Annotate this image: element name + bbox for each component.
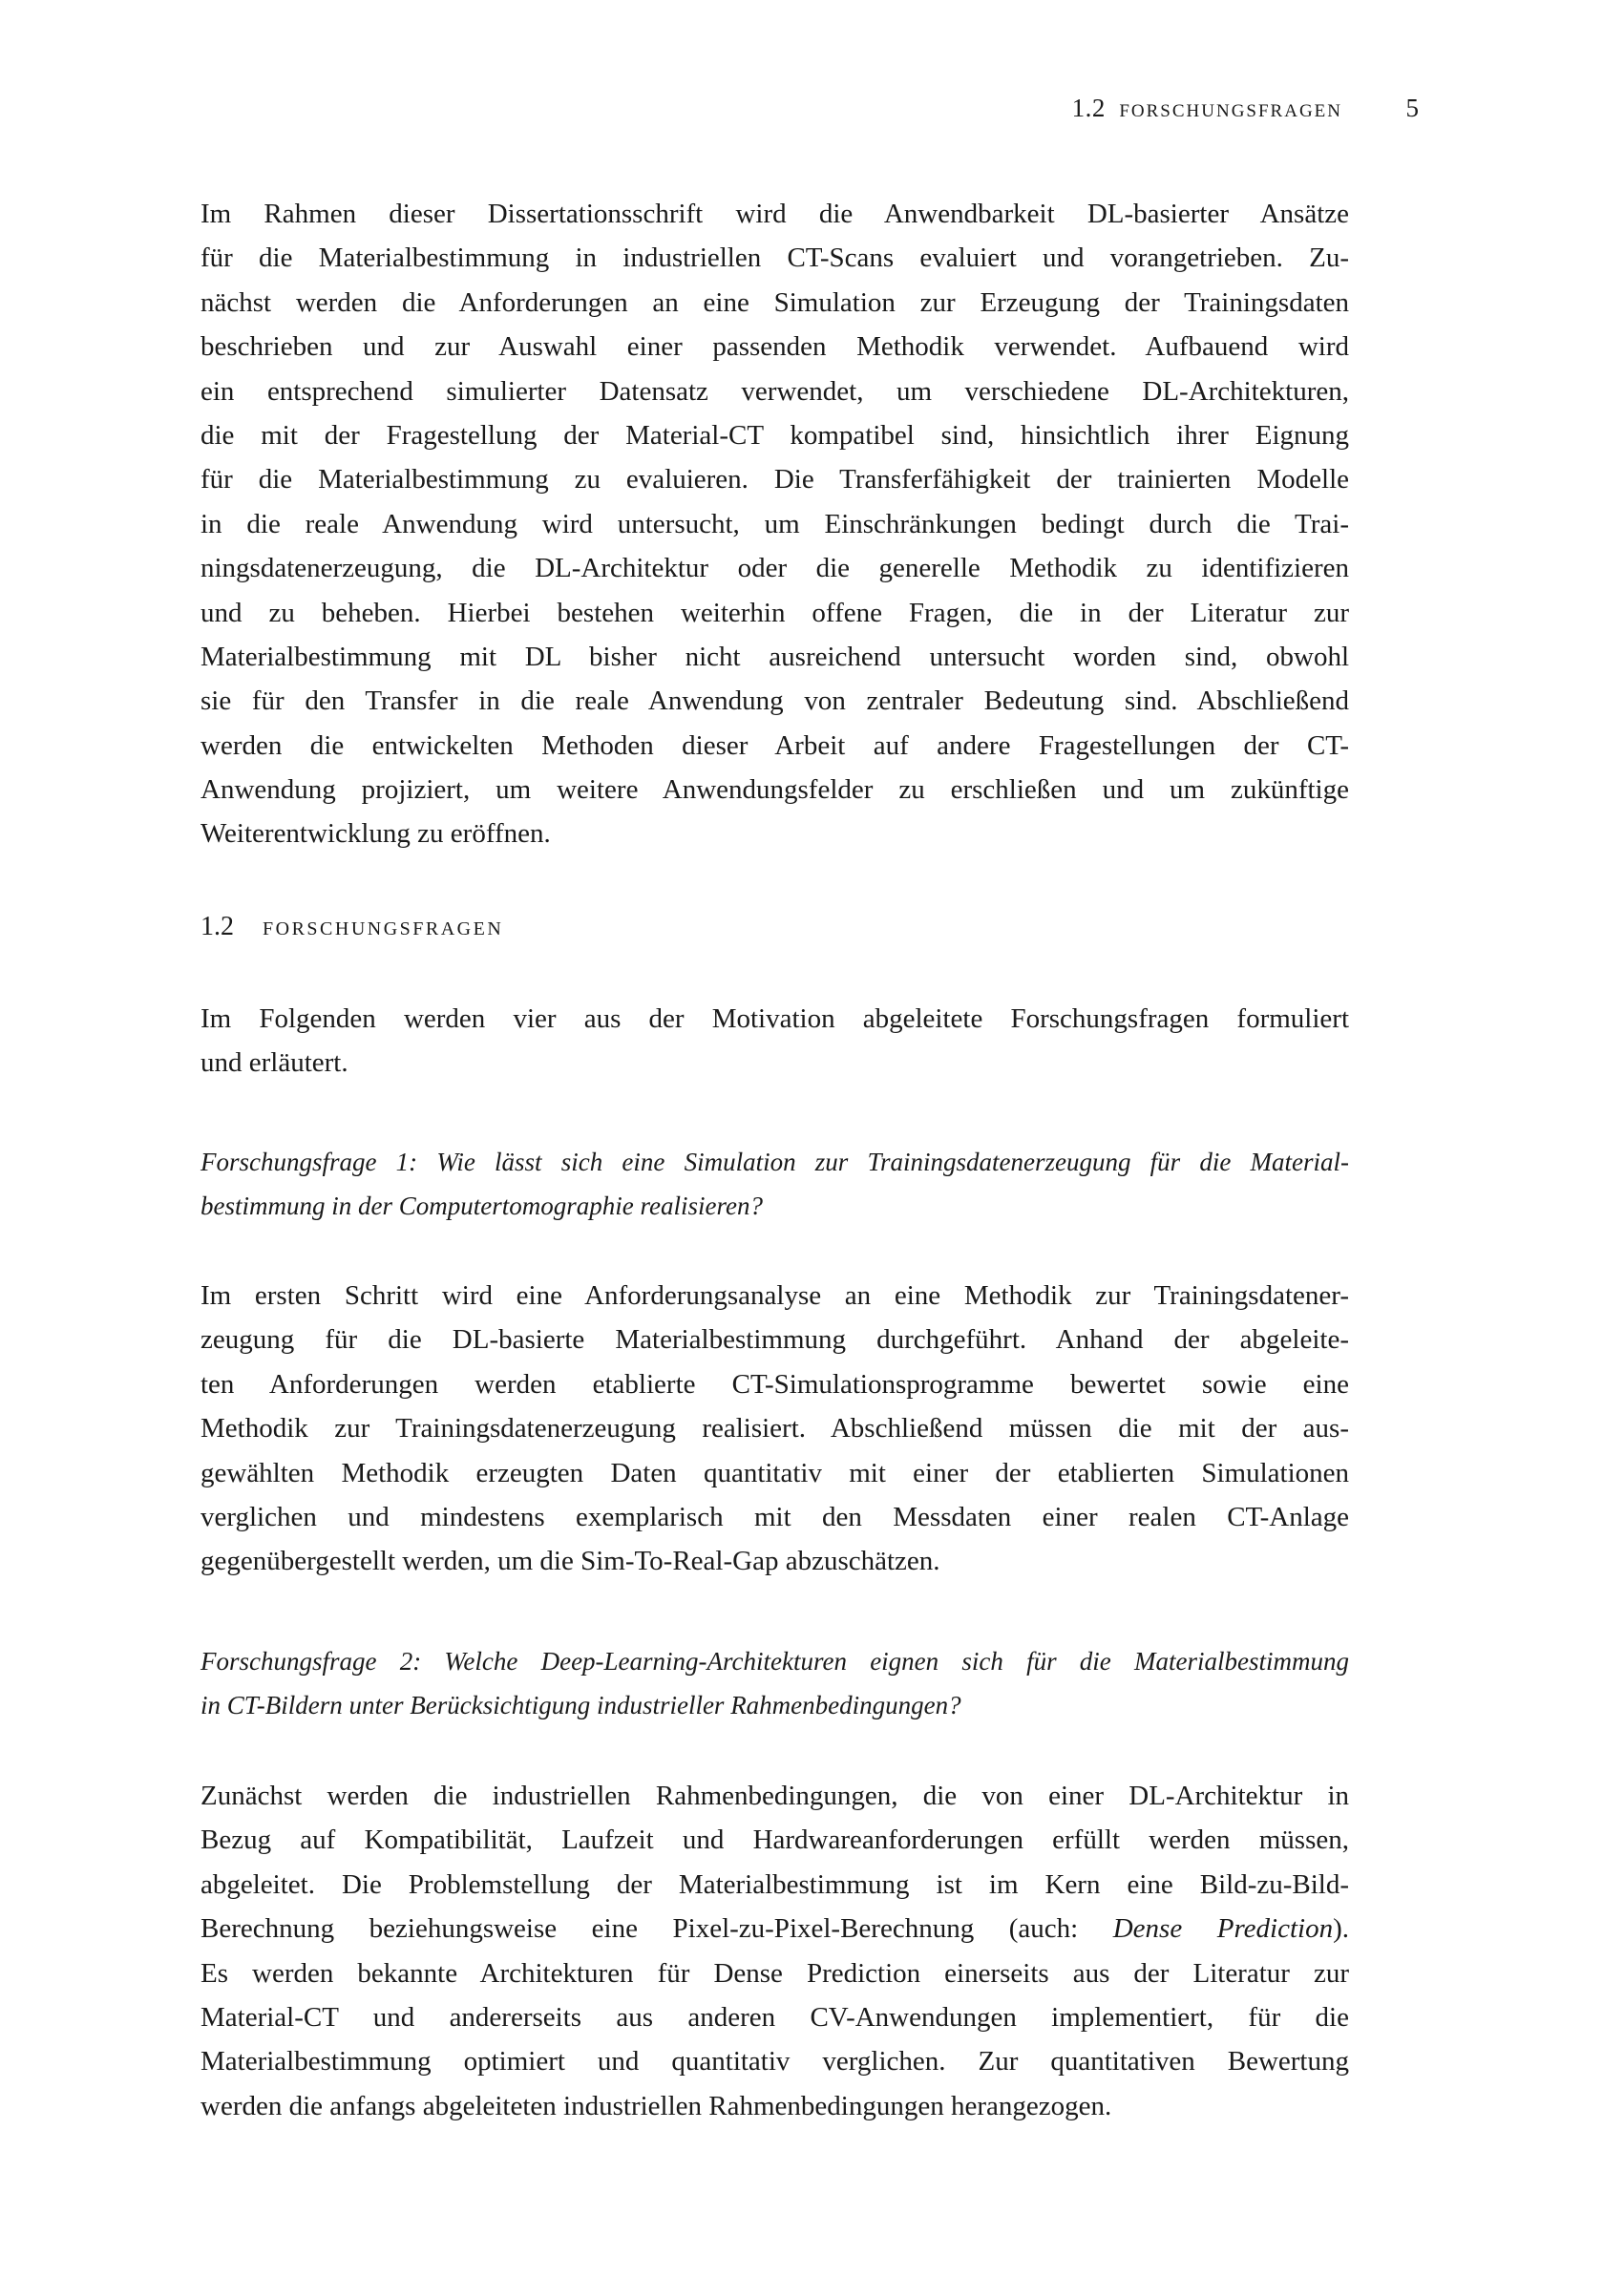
section-heading	[200, 912, 503, 942]
research-question-1	[200, 1140, 1349, 1229]
text-line: beschrieben und zur Auswahl einer passenden Methodik verwendet. Aufbauend wird	[200, 331, 1349, 363]
paragraph-question-1	[200, 1274, 1349, 1584]
paragraph-question-2	[200, 1774, 1349, 2128]
text-line: werden die entwickelten Methoden dieser Arbeit auf andere Fragestellungen der CT-	[200, 729, 1349, 761]
text-line: zeugung für die DL-basierte Materialbestimmung durchgeführt. Anhand der abgeleite-	[200, 1324, 1349, 1356]
text-line: gegenübergestellt werden, um die Sim-To-Real-Gap abzuschätzen.	[200, 1546, 940, 1577]
text-line: Materialbestimmung optimiert und quantitativ verglichen. Zur quantitativen Bewertung	[200, 2046, 1349, 2078]
text-line: sie für den Transfer in die reale Anwendung von zentraler Bedeutung sind. Abschließend	[200, 686, 1349, 717]
text-line: gewählten Methodik erzeugten Daten quantitativ mit einer der etablierten Simulationen	[200, 1457, 1349, 1488]
text-line: Materialbestimmung mit DL bisher nicht ausreichend untersucht worden sind, obwohl	[200, 641, 1349, 672]
text-line: nächst werden die Anforderungen an eine Simulation zur Erzeugung der Trainingsdaten	[200, 286, 1349, 318]
text-span: ).	[1333, 1913, 1350, 1945]
text-line: ningsdatenerzeugung, die DL-Architektur oder die generelle Methodik zu identifizieren	[200, 553, 1349, 584]
text-line: für die Materialbestimmung zu evaluieren. Die Transferfähigkeit der trainierten Modelle	[200, 464, 1349, 496]
text-line: in CT-Bildern unter Berücksichtigung industrieller Rahmenbedingungen?	[200, 1691, 961, 1720]
text-line: Zunächst werden die industriellen Rahmenbedingungen, die von einer DL-Architektur in	[200, 1781, 1349, 1811]
section-title: forschungsfragen	[1119, 94, 1342, 122]
running-header	[955, 94, 1419, 126]
running-header-section	[1072, 94, 1342, 123]
text-line: Methodik zur Trainingsdatenerzeugung realisiert. Abschließend müssen die mit der aus-	[200, 1413, 1349, 1445]
text-line: Anwendung projiziert, um weitere Anwendungsfelder zu erschließen und um zukünftige	[200, 774, 1349, 806]
text-line	[200, 1907, 1349, 1951]
emphasis-term: Dense Prediction	[1112, 1913, 1334, 1945]
text-line: Im ersten Schritt wird eine Anforderungsanalyse an eine Methodik zur Trainingsdatener-	[200, 1280, 1349, 1311]
section-number: 1.2	[1071, 94, 1106, 122]
text-line: Forschungsfrage 1: Wie lässt sich eine Simulation zur Trainingsdatenerzeugung für die Material-	[200, 1148, 1349, 1176]
section-heading-number: 1.2	[200, 912, 234, 941]
text-line: und zu beheben. Hierbei bestehen weiterhin offene Fragen, die in der Literatur zur	[200, 597, 1349, 628]
section-heading-title: forschungsfragen	[263, 912, 504, 941]
text-line: werden die anfangs abgeleiteten industriellen Rahmenbedingungen herangezogen.	[200, 2090, 1112, 2121]
text-line: Es werden bekannte Architekturen für Dense Prediction einerseits aus der Literatur zur	[200, 1957, 1349, 1989]
text-line: für die Materialbestimmung in industriellen CT-Scans evaluiert und vorangetrieben. Zu-	[200, 243, 1349, 274]
text-span: Berechnung beziehungsweise eine Pixel-zu-Pixel-Berechnung (auch:	[200, 1913, 1113, 1945]
text-line: abgeleitet. Die Problemstellung der Materialbestimmung ist im Kern eine Bild-zu-Bild-	[200, 1868, 1349, 1900]
paragraph-intro	[200, 192, 1349, 856]
text-line: Im Folgenden werden vier aus der Motivation abgeleitete Forschungsfragen formuliert	[200, 1003, 1349, 1034]
text-line: Im Rahmen dieser Dissertationsschrift wird die Anwendbarkeit DL-basierter Ansätze	[200, 199, 1349, 229]
text-line: und erläutert.	[200, 1047, 348, 1079]
text-line: in die reale Anwendung wird untersucht, um Einschränkungen bedingt durch die Trai-	[200, 508, 1349, 539]
text-line: Material-CT und andererseits aus anderen CV-Anwendungen implementiert, für die	[200, 2001, 1349, 2033]
text-line: bestimmung in der Computertomographie realisieren?	[200, 1192, 763, 1221]
text-line: ein entsprechend simulierter Datensatz verwendet, um verschiedene DL-Architekturen,	[200, 375, 1349, 407]
research-question-2	[200, 1639, 1349, 1728]
text-line: ten Anforderungen werden etablierte CT-Simulationsprogramme bewertet sowie eine	[200, 1368, 1349, 1400]
paragraph-overview	[200, 997, 1349, 1086]
text-line: Weiterentwicklung zu eröffnen.	[200, 818, 551, 850]
text-line: Forschungsfrage 2: Welche Deep-Learning-Architekturen eignen sich für die Materialbestimmung	[200, 1647, 1349, 1676]
text-line: verglichen und mindestens exemplarisch mit den Messdaten einer realen CT-Anlage	[200, 1501, 1349, 1532]
text-line: die mit der Fragestellung der Material-CT kompatibel sind, hinsichtlich ihrer Eignung	[200, 419, 1349, 451]
page-number: 5	[1405, 94, 1419, 122]
text-line: Bezug auf Kompatibilität, Laufzeit und Hardwareanforderungen erfüllt werden müssen,	[200, 1825, 1349, 1856]
